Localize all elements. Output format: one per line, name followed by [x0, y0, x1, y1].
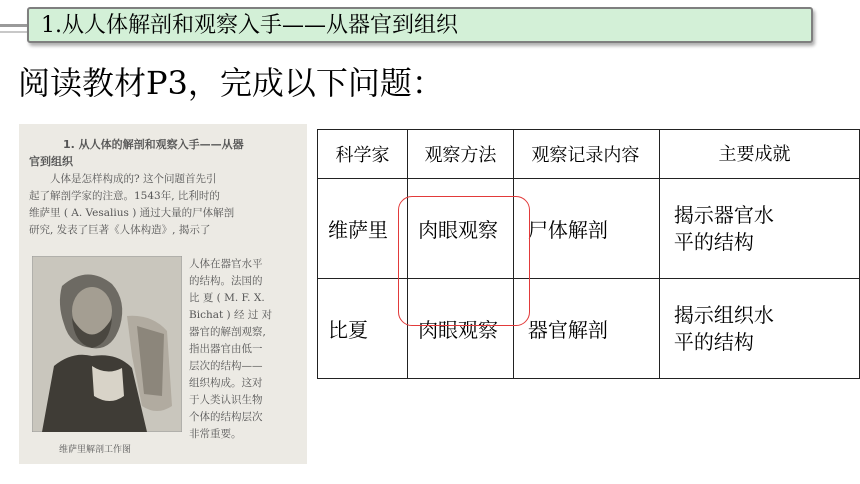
column-header: 观察方法 [408, 130, 514, 179]
achievement-line: 平的结构 [673, 229, 754, 254]
column-header: 科学家 [318, 130, 408, 179]
method-cell: 肉眼观察 [408, 179, 514, 279]
portrait-caption: 维萨里解剖工作图 [59, 445, 132, 455]
scientist-cell: 维萨里 [318, 179, 408, 279]
achievement-line: 平的结构 [673, 329, 754, 354]
textbook-paragraph [29, 171, 299, 239]
column-header: 主要成就 [659, 130, 859, 179]
achievement-cell [659, 179, 859, 279]
textbook-column-text [189, 256, 301, 443]
textbook-line: 研究, 发表了巨著《人体构造》, 揭示了 [29, 224, 211, 236]
section-title: 1.从人体解剖和观察入手——从器官到组织 [41, 13, 458, 38]
textbook-line: 维萨里 ( A. Vesalius ) 通过大量的尸体解剖 [29, 207, 235, 219]
textbook-heading: 官到组织 [29, 155, 73, 168]
textbook-line: 组织构成。这对 [189, 377, 263, 389]
textbook-line: 比 夏 ( M. F. X. [189, 292, 265, 304]
textbook-line: 器官的解剖观察, [189, 326, 266, 338]
achievement-line: 揭示组织水 [673, 302, 774, 327]
textbook-line: Bichat ) 经 过 对 [189, 309, 273, 321]
section-title-banner [27, 7, 813, 43]
textbook-heading: 1. 从人体的解剖和观察入手——从器 [63, 138, 244, 151]
record-cell: 器官解剖 [513, 279, 659, 379]
textbook-line: 指出器官由低一 [189, 343, 263, 355]
textbook-line: 起了解剖学家的注意。1543年, 比利时的 [29, 190, 220, 202]
textbook-line: 于人类认识生物 [189, 394, 263, 406]
table-header-row [318, 130, 860, 179]
scientist-cell: 比夏 [318, 279, 408, 379]
textbook-line: 的结构。法国的 [189, 275, 263, 287]
vesalius-portrait-image [32, 256, 182, 432]
textbook-line: 人体在器官水平 [189, 258, 263, 270]
textbook-line: 层次的结构—— [189, 360, 263, 372]
column-header: 观察记录内容 [513, 130, 659, 179]
table-row [318, 179, 860, 279]
scientist-table [317, 129, 860, 379]
achievement-line: 揭示器官水 [673, 202, 774, 227]
record-cell: 尸体解剖 [513, 179, 659, 279]
table-row [318, 279, 860, 379]
textbook-line: 人体是怎样构成的? 这个问题首先引 [50, 173, 217, 185]
textbook-line: 个体的结构层次 [189, 411, 263, 423]
method-cell: 肉眼观察 [408, 279, 514, 379]
instruction-text: 阅读教材P3，完成以下问题： [18, 64, 444, 102]
textbook-line: 非常重要。 [189, 428, 242, 440]
textbook-excerpt-image [19, 124, 307, 464]
achievement-cell [659, 279, 859, 379]
